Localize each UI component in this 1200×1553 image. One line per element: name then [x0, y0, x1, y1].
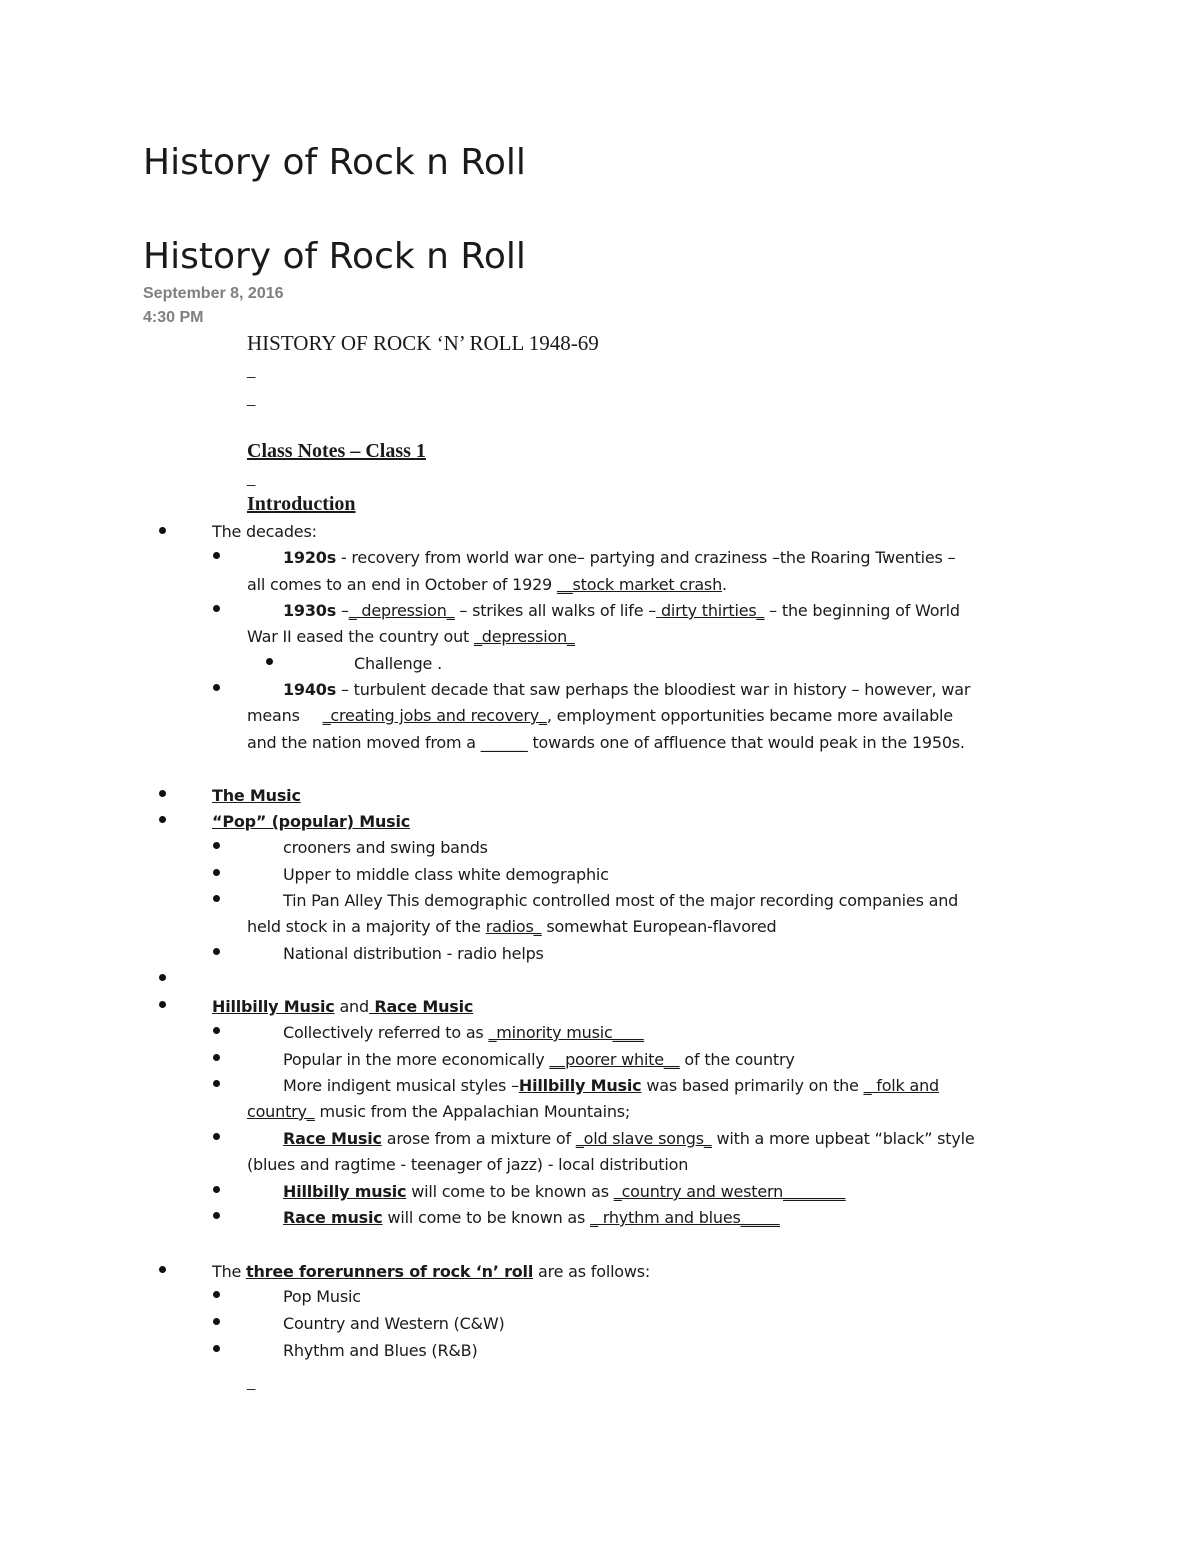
- dash-separator: _: [247, 470, 256, 487]
- item-text: will come to be known as: [382, 1208, 591, 1227]
- list-item: [283, 545, 955, 571]
- bullet-icon: [159, 527, 166, 534]
- bullet-icon: [213, 1133, 220, 1140]
- bullet-icon: [213, 552, 220, 559]
- list-item: Pop Music: [283, 1287, 361, 1306]
- fill-in-answer: _ depression_: [348, 601, 455, 620]
- decade-label: 1920s: [283, 548, 337, 567]
- bullet-icon: [213, 605, 220, 612]
- dash-separator: _: [247, 1374, 256, 1391]
- page-title: History of Rock n Roll: [143, 142, 526, 183]
- fill-in-answer: _minority music____: [488, 1023, 644, 1042]
- bullet-icon: [213, 1291, 220, 1298]
- bullet-icon: [213, 684, 220, 691]
- item-text: will come to be known as: [406, 1182, 614, 1201]
- bullet-icon: [213, 1054, 220, 1061]
- list-item-continued: [247, 1099, 630, 1125]
- fill-in-answer: _ rhythm and blues_____: [590, 1208, 780, 1227]
- hillbilly-label: Hillbilly music: [283, 1182, 407, 1201]
- item-text: and the nation moved from a: [247, 733, 481, 752]
- bullet-icon: [159, 816, 166, 823]
- fill-in-answer: __poorer white__: [549, 1050, 680, 1069]
- item-text: Popular in the more economically: [283, 1050, 550, 1069]
- list-item: Challenge .: [354, 654, 442, 673]
- item-text: held stock in a majority of the: [247, 917, 486, 936]
- bullet-icon: [213, 1212, 220, 1219]
- list-item: National distribution - radio helps: [283, 944, 544, 963]
- bullet-icon: [213, 1080, 220, 1087]
- item-text: More indigent musical styles –: [283, 1076, 519, 1095]
- forerunners-heading: [212, 1259, 650, 1285]
- fill-in-answer: _ folk and: [863, 1076, 939, 1095]
- dash-separator: _: [247, 390, 256, 407]
- bullet-icon: [266, 658, 273, 665]
- item-text: towards one of affluence that would peak in the 1950s.: [527, 733, 965, 752]
- bullet-icon: [213, 869, 220, 876]
- race-label: Race music: [283, 1208, 383, 1227]
- forerunners-label: three forerunners of rock ‘n’ roll: [246, 1262, 534, 1281]
- list-item: [283, 1020, 644, 1046]
- item-text: all comes to an end in October of 1929: [247, 575, 557, 594]
- bullet-icon: [213, 1345, 220, 1352]
- bullet-icon: [213, 948, 220, 955]
- note-date: September 8, 2016: [143, 285, 284, 302]
- list-item: [283, 1205, 780, 1231]
- decade-label: 1940s: [283, 680, 337, 699]
- list-item: [283, 1073, 939, 1099]
- item-text: , employment opportunities became more available: [546, 706, 953, 725]
- introduction-heading: Introduction: [247, 493, 356, 515]
- fill-in-answer: dirty thirties_: [656, 601, 765, 620]
- item-text: .: [722, 575, 727, 594]
- fill-in-answer: _old slave songs_: [575, 1129, 712, 1148]
- the-music-heading: The Music: [212, 786, 301, 805]
- dash-separator: _: [247, 362, 256, 379]
- item-text: music from the Appalachian Mountains;: [314, 1102, 631, 1121]
- doc-heading: HISTORY OF ROCK ‘N’ ROLL 1948-69: [247, 331, 599, 355]
- list-item: [283, 1179, 845, 1205]
- fill-in-blank: ______: [480, 733, 528, 752]
- bullet-icon: [213, 1318, 220, 1325]
- fill-in-answer: _creating jobs and recovery_: [322, 706, 547, 725]
- list-item-continued: [247, 572, 727, 598]
- hillbilly-label: Hillbilly Music: [518, 1076, 642, 1095]
- item-text: - recovery from world war one– partying and craziness –the Roaring Twenties –: [336, 548, 956, 567]
- item-text: somewhat European-flavored: [541, 917, 777, 936]
- fill-in-answer: radios_: [485, 917, 542, 936]
- bullet-icon: [213, 1027, 220, 1034]
- item-text: – the beginning of World: [764, 601, 960, 620]
- decades-label: The decades:: [212, 522, 317, 541]
- note-title: History of Rock n Roll: [143, 236, 526, 277]
- item-text: arose from a mixture of: [381, 1129, 576, 1148]
- item-text: The: [212, 1262, 247, 1281]
- fill-in-answer: _country and western________: [613, 1182, 846, 1201]
- list-item-continued: [247, 914, 776, 940]
- list-item-continued: [247, 703, 953, 729]
- list-item: [283, 1047, 795, 1073]
- fill-in-answer: _depression_: [473, 627, 575, 646]
- list-item: [283, 677, 970, 703]
- item-text: are as follows:: [533, 1262, 651, 1281]
- bullet-icon: [213, 895, 220, 902]
- fill-in-answer: country_: [247, 1102, 315, 1121]
- item-text: – turbulent decade that saw perhaps the bloodiest war in history – however, war: [336, 680, 971, 699]
- item-text: means: [247, 706, 305, 725]
- item-text: Collectively referred to as: [283, 1023, 489, 1042]
- list-item: Rhythm and Blues (R&B): [283, 1341, 478, 1360]
- race-label: Race Music: [368, 997, 474, 1016]
- list-item-continued: (blues and ragtime - teenager of jazz) - local distribution: [247, 1155, 689, 1174]
- bullet-icon: [213, 1186, 220, 1193]
- item-text: and: [334, 997, 369, 1016]
- list-item: [283, 598, 960, 624]
- fill-in-answer: __stock market crash: [556, 575, 723, 594]
- hillbilly-race-heading: [212, 994, 473, 1020]
- bullet-icon: [159, 1001, 166, 1008]
- hillbilly-label: Hillbilly Music: [212, 997, 335, 1016]
- list-item-continued: [247, 730, 965, 756]
- pop-music-heading: “Pop” (popular) Music: [212, 812, 411, 831]
- item-text: –: [336, 601, 349, 620]
- item-text: – strikes all walks of life –: [454, 601, 657, 620]
- bullet-icon: [159, 974, 166, 981]
- race-label: Race Music: [283, 1129, 382, 1148]
- item-text: was based primarily on the: [641, 1076, 864, 1095]
- bullet-icon: [213, 842, 220, 849]
- bullet-icon: [159, 790, 166, 797]
- list-item: crooners and swing bands: [283, 838, 488, 857]
- list-item: [283, 1126, 975, 1152]
- note-time: 4:30 PM: [143, 309, 204, 326]
- item-text: of the country: [679, 1050, 795, 1069]
- item-text: War II eased the country out: [247, 627, 474, 646]
- list-item: Upper to middle class white demographic: [283, 865, 609, 884]
- list-item: Tin Pan Alley This demographic controlled most of the major recording companies and: [283, 891, 959, 910]
- decade-label: 1930s: [283, 601, 337, 620]
- list-item: Country and Western (C&W): [283, 1314, 505, 1333]
- list-item-continued: [247, 624, 575, 650]
- class-notes-heading: Class Notes – Class 1: [247, 440, 426, 462]
- bullet-icon: [159, 1266, 166, 1273]
- item-text: with a more upbeat “black” style: [711, 1129, 975, 1148]
